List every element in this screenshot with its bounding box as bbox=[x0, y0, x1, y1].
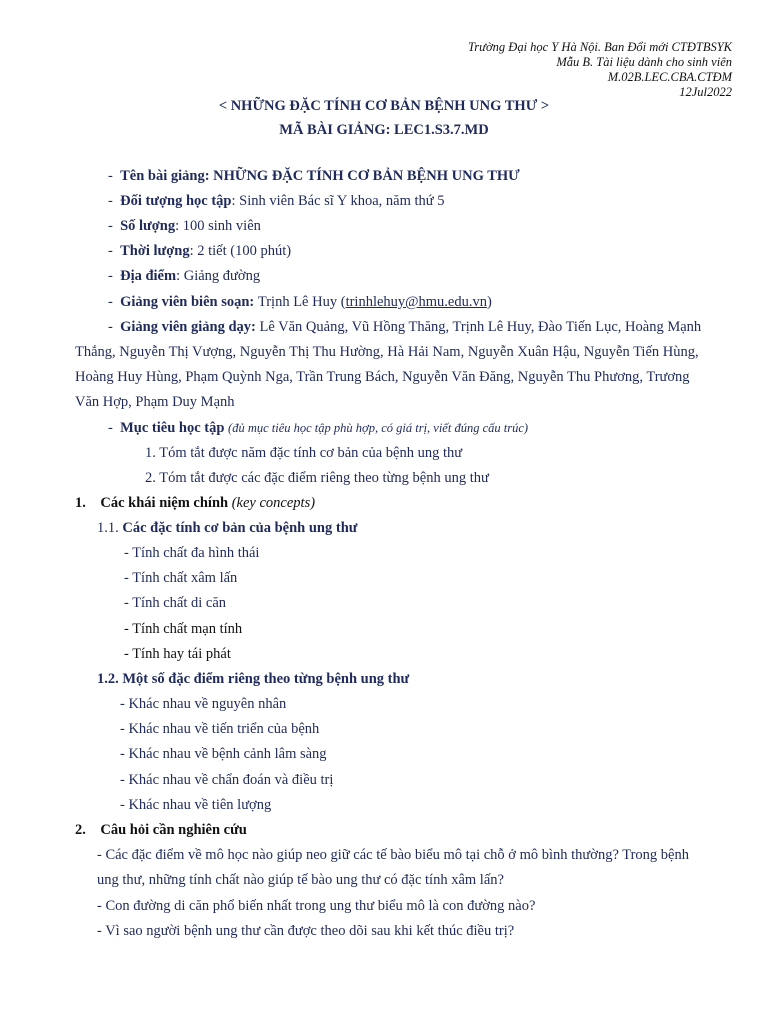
document-title: < NHỮNG ĐẶC TÍNH CƠ BẢN BỆNH UNG THƯ > bbox=[218, 98, 550, 114]
header-code: M.02B.LEC.CBA.CTĐM bbox=[607, 70, 732, 84]
question-1-line-1: - Các đặc điểm về mô học nào giúp neo giữ các tế bào biểu mô tại chỗ ở mô bình thường? Trong bệnh bbox=[97, 847, 689, 863]
duration-value: : 2 tiết (100 phút) bbox=[189, 243, 292, 259]
teachers-line-3: Hoàng Huy Hùng, Phạm Quỳnh Nga, Trần Trung Bách, Nguyễn Văn Đăng, Nguyễn Thu Phương, Trương bbox=[75, 369, 690, 385]
objectives-note: (đủ mục tiêu học tập phù hợp, có giá trị, viết đúng cấu trúc) bbox=[228, 421, 529, 435]
objective-2: 2. Tóm tắt được các đặc điểm riêng theo từng bệnh ung thư bbox=[145, 470, 489, 486]
teachers-line-2: Thắng, Nguyễn Thị Vượng, Nguyễn Thị Thu Hường, Hà Hải Nam, Nguyễn Xuân Hậu, Nguyễn Tiến Hùng, bbox=[75, 344, 699, 360]
objective-1: 1. Tóm tắt được năm đặc tính cơ bản của bệnh ung thư bbox=[145, 445, 463, 461]
list-item: - Khác nhau về tiến triển của bệnh bbox=[120, 721, 320, 737]
list-item: - Tính chất mạn tính bbox=[124, 621, 243, 637]
list-item: - Tính hay tái phát bbox=[124, 646, 231, 662]
header-institution: Trường Đại học Y Hà Nội. Ban Đổi mới CTĐTBSYK bbox=[468, 40, 732, 54]
list-item: - Khác nhau về nguyên nhân bbox=[120, 696, 287, 712]
audience-value: : Sinh viên Bác sĩ Y khoa, năm thứ 5 bbox=[231, 193, 445, 209]
lecture-name-label: Tên bài giảng: bbox=[120, 168, 214, 184]
objectives-label: Mục tiêu học tập bbox=[120, 420, 229, 436]
duration-label: Thời lượng bbox=[120, 243, 190, 259]
section-2-heading: 2. Câu hỏi cần nghiên cứu bbox=[75, 822, 247, 838]
subsection-1-2-heading: 1.2. Một số đặc điểm riêng theo từng bệnh ung thư bbox=[97, 671, 410, 687]
count-value: : 100 sinh viên bbox=[175, 218, 261, 234]
author-email-link[interactable]: trinhlehuy@hmu.edu.vn bbox=[345, 294, 487, 310]
author-label: Giảng viên biên soạn: bbox=[120, 294, 258, 310]
author-value: Trịnh Lê Huy ( bbox=[257, 294, 346, 310]
list-item: - Khác nhau về tiên lượng bbox=[120, 797, 272, 813]
list-item: - Tính chất đa hình thái bbox=[124, 545, 260, 561]
list-item: - Tính chất xâm lấn bbox=[124, 570, 238, 586]
location-value: : Giảng đường bbox=[176, 268, 261, 284]
question-2: - Con đường di căn phổ biến nhất trong ung thư biểu mô là con đường nào? bbox=[97, 898, 536, 914]
teachers-line-4: Văn Hợp, Phạm Duy Mạnh bbox=[75, 394, 235, 410]
count-label: Số lượng bbox=[120, 218, 176, 234]
location-line: - Địa điểm: Giảng đường bbox=[108, 268, 261, 284]
document-header bbox=[468, 40, 732, 100]
audience-line: - Đối tượng học tập: Sinh viên Bác sĩ Y khoa, năm thứ 5 bbox=[108, 193, 445, 209]
duration-line: - Thời lượng: 2 tiết (100 phút) bbox=[108, 243, 292, 259]
header-form: Mẫu B. Tài liệu dành cho sinh viên bbox=[556, 55, 732, 69]
question-1-line-2: ung thư, những tính chất nào giúp tế bào ung thư có đặc tính xâm lấn? bbox=[97, 872, 504, 888]
teachers-list-1: Lê Văn Quảng, Vũ Hồng Thăng, Trịnh Lê Huy, Đào Tiến Lục, Hoàng Mạnh bbox=[259, 319, 702, 335]
header-date: 12Jul2022 bbox=[679, 85, 732, 99]
question-3: - Vì sao người bệnh ung thư cần được theo dõi sau khi kết thúc điều trị? bbox=[97, 923, 515, 939]
list-item: - Khác nhau về chẩn đoán và điều trị bbox=[120, 772, 334, 788]
audience-label: Đối tượng học tập bbox=[120, 193, 232, 209]
teachers-line-1: - Giảng viên giảng dạy: Lê Văn Quảng, Vũ Hồng Thăng, Trịnh Lê Huy, Đào Tiến Lục, Hoàng Mạnh bbox=[108, 319, 702, 335]
objectives-line: - Mục tiêu học tập (đủ mục tiêu học tập phù hợp, có giá trị, viết đúng cấu trúc) bbox=[108, 420, 529, 436]
section-1-heading: 1. Các khái niệm chính (key concepts) bbox=[75, 495, 316, 511]
count-line: - Số lượng: 100 sinh viên bbox=[108, 218, 261, 234]
list-item: - Khác nhau về bệnh cảnh lâm sàng bbox=[120, 746, 327, 762]
author-line: - Giảng viên biên soạn: Trịnh Lê Huy (trinhlehuy@hmu.edu.vn) bbox=[108, 294, 492, 310]
location-label: Địa điểm bbox=[120, 268, 177, 284]
lecture-name-line: - Tên bài giảng: NHỮNG ĐẶC TÍNH CƠ BẢN BỆNH UNG THƯ bbox=[108, 168, 520, 184]
teachers-label: Giảng viên giảng dạy: bbox=[120, 319, 260, 335]
lecture-code: MÃ BÀI GIẢNG: LEC1.S3.7.MD bbox=[279, 122, 489, 138]
list-item: - Tính chất di căn bbox=[124, 595, 227, 611]
subsection-1-1-heading: 1.1. Các đặc tính cơ bản của bệnh ung thư bbox=[97, 520, 358, 536]
lecture-name-value: NHỮNG ĐẶC TÍNH CƠ BẢN BỆNH UNG THƯ bbox=[213, 168, 520, 184]
